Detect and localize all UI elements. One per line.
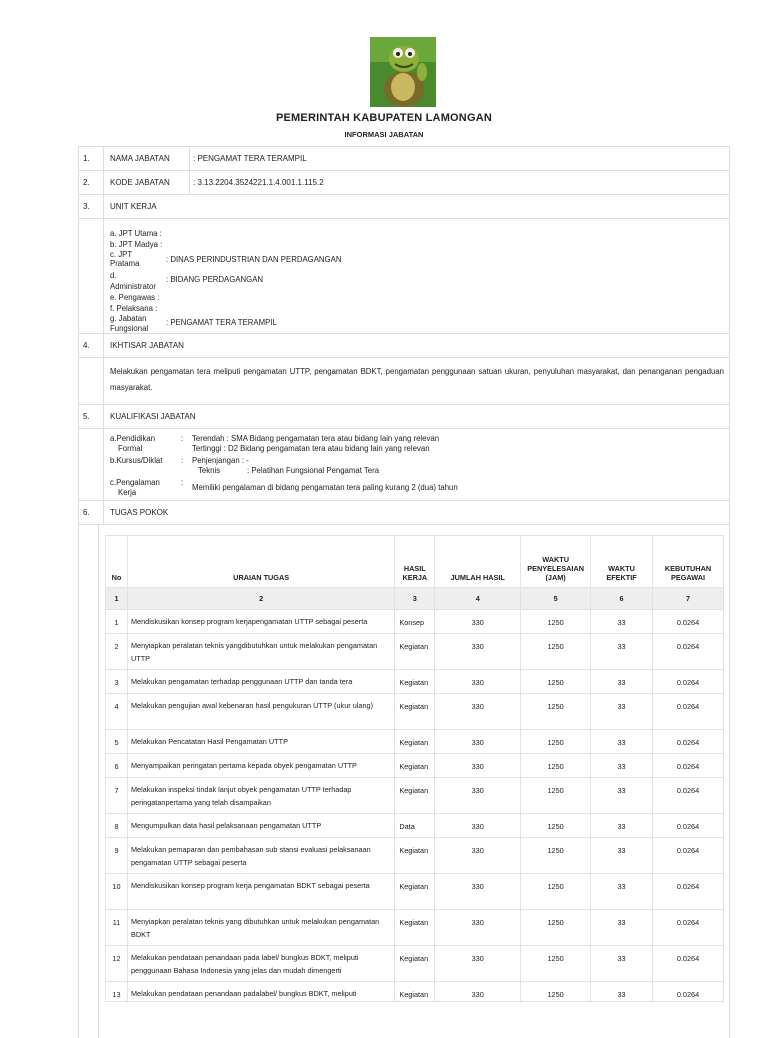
- page-subtitle: INFORMASI JABATAN: [344, 130, 424, 139]
- section-number: 6.: [79, 501, 104, 524]
- cell-no: 11: [106, 910, 128, 946]
- jpt-pratama-value: : DINAS PERINDUSTRIAN DAN PERDAGANGAN: [166, 255, 342, 264]
- section-label: TUGAS POKOK: [110, 508, 169, 517]
- turtle-mascot-icon: [370, 37, 436, 107]
- cell-jumlah: 330: [435, 610, 521, 634]
- cell-waktu: 1250: [521, 754, 591, 778]
- section-label: IKHTISAR JABATAN: [110, 341, 184, 350]
- cell-uraian: Menyiapkan peralatan teknis yang dibutuhkan untuk melakukan pengamatan BDKT: [127, 910, 394, 946]
- jpt-pratama-label: c. JPT: [110, 250, 133, 259]
- cell-no: 4: [106, 694, 128, 730]
- cell-kebutuhan: 0.0264: [653, 814, 724, 838]
- section-nama-jabatan: [79, 146, 729, 170]
- cell-efektif: 33: [591, 814, 653, 838]
- col-number: 2: [127, 588, 394, 610]
- cell-kebutuhan: 0.0264: [653, 694, 724, 730]
- administrator-label-2: Administrator: [110, 282, 156, 291]
- cell-uraian: Melakukan inspeksi tindak lanjut obyek pengamatan UTTP terhadap peringatanpertama yang telah disampaikan: [127, 778, 394, 814]
- section-number: 5.: [79, 405, 104, 428]
- tugas-pokok-detail: [79, 524, 729, 1038]
- ikhtisar-detail: [79, 357, 729, 404]
- cell-hasil: Data: [395, 814, 435, 838]
- section-ikhtisar: [79, 333, 729, 357]
- section-label: UNIT KERJA: [110, 202, 157, 211]
- section-number: 2.: [79, 171, 104, 194]
- cell-hasil: Kegiatan: [395, 670, 435, 694]
- cell-jumlah: 330: [435, 670, 521, 694]
- cell-jumlah: 330: [435, 910, 521, 946]
- cell-waktu: 1250: [521, 634, 591, 670]
- cell-no: 5: [106, 730, 128, 754]
- cell-waktu: 1250: [521, 982, 591, 1002]
- cell-waktu: 1250: [521, 610, 591, 634]
- section-value: : PENGAMAT TERA TERAMPIL: [193, 154, 307, 163]
- cell-uraian: Menyampaikan peringatan pertama kepada obyek pengamatan UTTP: [127, 754, 394, 778]
- cell-efektif: 33: [591, 670, 653, 694]
- col-number: 4: [435, 588, 521, 610]
- table-row: [106, 982, 724, 1002]
- table-row: [106, 610, 724, 634]
- cell-no: 12: [106, 946, 128, 982]
- cell-hasil: Kegiatan: [395, 754, 435, 778]
- cell-hasil: Kegiatan: [395, 838, 435, 874]
- col-number: 1: [106, 588, 128, 610]
- col-number: 6: [591, 588, 653, 610]
- table-row: [106, 694, 724, 730]
- cell-kebutuhan: 0.0264: [653, 838, 724, 874]
- col-number: 5: [521, 588, 591, 610]
- section-tugas-pokok: [79, 500, 729, 524]
- pengalaman-value: Memiliki pengalaman di bidang pengamatan tera paling kurang 2 (dua) tahun: [192, 483, 458, 492]
- cell-no: 1: [106, 610, 128, 634]
- cell-efektif: 33: [591, 946, 653, 982]
- cell-waktu: 1250: [521, 910, 591, 946]
- cell-kebutuhan: 0.0264: [653, 778, 724, 814]
- pengalaman-label-2: Kerja: [118, 488, 137, 497]
- cell-no: 3: [106, 670, 128, 694]
- pelaksana-label: f. Pelaksana :: [110, 304, 158, 313]
- administrator-value: : BIDANG PERDAGANGAN: [166, 275, 264, 284]
- cell-no: 8: [106, 814, 128, 838]
- fungsional-value: : PENGAMAT TERA TERAMPIL: [166, 318, 277, 327]
- table-row: [106, 670, 724, 694]
- col-number: 7: [653, 588, 724, 610]
- table-row: [106, 814, 724, 838]
- table-row: [106, 946, 724, 982]
- cell-jumlah: 330: [435, 982, 521, 1002]
- section-unit-kerja: [79, 194, 729, 218]
- cell-efektif: 33: [591, 778, 653, 814]
- cell-jumlah: 330: [435, 874, 521, 910]
- section-number: 4.: [79, 334, 104, 357]
- tugas-table: [105, 535, 724, 1002]
- kualifikasi-detail: [79, 428, 729, 500]
- cell-efektif: 33: [591, 610, 653, 634]
- pengalaman-label: c.Pengalaman: [110, 478, 160, 487]
- cell-uraian: Mendiskusikan konsep program kerjapengamatan UTTP sebagai peserta: [127, 610, 394, 634]
- table-row: [106, 634, 724, 670]
- administrator-label: d.: [110, 271, 117, 280]
- table-row: [106, 778, 724, 814]
- section-number: 3.: [79, 195, 104, 218]
- section-label: KUALIFIKASI JABATAN: [110, 412, 196, 421]
- cell-uraian: Melakukan pengamatan terhadap penggunaan UTTP dan tanda tera: [127, 670, 394, 694]
- col-header-efektif: WAKTU EFEKTIF: [591, 536, 653, 588]
- pendidikan-label: a.Pendidikan: [110, 434, 156, 443]
- cell-hasil: Kegiatan: [395, 730, 435, 754]
- cell-hasil: Kegiatan: [395, 778, 435, 814]
- table-row: [106, 754, 724, 778]
- cell-no: 13: [106, 982, 128, 1002]
- cell-uraian: Melakukan pendataan penandaan pada label/ bungkus BDKT, meliputi penggunaan Bahasa Indonesia yang jelas dan mudah dimengerti: [127, 946, 394, 982]
- logo-image: [370, 37, 436, 107]
- col-header-kebutuhan: KEBUTUHAN PEGAWAI: [653, 536, 724, 588]
- col-header-hasil: HASIL KERJA: [395, 536, 435, 588]
- col-header-no: No: [106, 536, 128, 588]
- cell-efektif: 33: [591, 754, 653, 778]
- cell-kebutuhan: 0.0264: [653, 670, 724, 694]
- colon: :: [181, 478, 184, 487]
- jpt-utama-label: a. JPT Utama :: [110, 229, 162, 238]
- cell-hasil: Kegiatan: [395, 634, 435, 670]
- col-number: 3: [395, 588, 435, 610]
- cell-waktu: 1250: [521, 838, 591, 874]
- cell-kebutuhan: 0.0264: [653, 910, 724, 946]
- cell-jumlah: 330: [435, 946, 521, 982]
- cell-uraian: Melakukan pendataan penandaan padalabel/ bungkus BDKT, meliputi: [127, 982, 394, 1002]
- cell-uraian: Menyiapkan peralatan teknis yangdibutuhkan untuk melakukan pengamatan UTTP: [127, 634, 394, 670]
- cell-jumlah: 330: [435, 730, 521, 754]
- cell-kebutuhan: 0.0264: [653, 982, 724, 1002]
- page-title: PEMERINTAH KABUPATEN LAMONGAN: [275, 112, 492, 124]
- cell-kebutuhan: 0.0264: [653, 610, 724, 634]
- cell-uraian: Melakukan Pencatatan Hasil Pengamatan UTTP: [127, 730, 394, 754]
- cell-hasil: Konsep: [395, 610, 435, 634]
- jpt-madya-label: b. JPT Madya :: [110, 240, 163, 249]
- cell-uraian: Mendiskusikan konsep program kerja pengamatan BDKT sebagai peserta: [127, 874, 394, 910]
- cell-kebutuhan: 0.0264: [653, 754, 724, 778]
- table-row: [106, 730, 724, 754]
- cell-no: 2: [106, 634, 128, 670]
- cell-no: 9: [106, 838, 128, 874]
- cell-efektif: 33: [591, 838, 653, 874]
- table-row: [106, 874, 724, 910]
- cell-jumlah: 330: [435, 694, 521, 730]
- cell-efektif: 33: [591, 982, 653, 1002]
- pendidikan-terendah: Terendah : SMA Bidang pengamatan tera atau bidang lain yang relevan: [192, 434, 440, 443]
- cell-efektif: 33: [591, 694, 653, 730]
- cell-waktu: 1250: [521, 670, 591, 694]
- col-header-waktu: WAKTU PENYELESAIAN (JAM): [521, 536, 591, 588]
- col-header-jumlah: JUMLAH HASIL: [435, 536, 521, 588]
- cell-kebutuhan: 0.0264: [653, 874, 724, 910]
- cell-jumlah: 330: [435, 634, 521, 670]
- cell-efektif: 33: [591, 910, 653, 946]
- pendidikan-tertinggi: Tertinggi : D2 Bidang pengamatan tera atau bidang lain yang relevan: [192, 444, 430, 453]
- cell-waktu: 1250: [521, 946, 591, 982]
- cell-waktu: 1250: [521, 874, 591, 910]
- cell-hasil: Kegiatan: [395, 910, 435, 946]
- cell-jumlah: 330: [435, 754, 521, 778]
- cell-hasil: Kegiatan: [395, 694, 435, 730]
- tugas-table-body: [106, 610, 724, 1002]
- cell-jumlah: 330: [435, 838, 521, 874]
- unit-kerja-detail: [79, 218, 729, 333]
- jpt-pratama-label-2: Pratama: [110, 259, 140, 268]
- cell-kebutuhan: 0.0264: [653, 730, 724, 754]
- table-row: [106, 838, 724, 874]
- section-label: NAMA JABATAN: [104, 147, 190, 170]
- pengawas-label: e. Pengawas :: [110, 293, 160, 302]
- cell-no: 10: [106, 874, 128, 910]
- ikhtisar-text: Melakukan pengamatan tera meliputi pengamatan UTTP, pengamatan BDKT, pengamatan penggunaan satuan ukuran, penyuluhan masyarakat, dan penanganan pengaduan masyarakat.: [110, 367, 724, 392]
- colon: :: [181, 434, 184, 443]
- section-label: KODE JABATAN: [104, 171, 190, 194]
- section-kualifikasi: [79, 404, 729, 428]
- cell-uraian: Melakukan pengujian awal kebenaran hasil pengukuran UTTP (ukur ulang): [127, 694, 394, 730]
- cell-waktu: 1250: [521, 730, 591, 754]
- section-kode-jabatan: [79, 170, 729, 194]
- fungsional-label: g. Jabatan: [110, 314, 147, 323]
- section-value: : 3.13.2204.3524221.1.4.001.1.115.2: [193, 178, 324, 187]
- cell-waktu: 1250: [521, 814, 591, 838]
- section-number: 1.: [79, 147, 104, 170]
- pendidikan-label-2: Formal: [118, 444, 143, 453]
- col-header-uraian: URAIAN TUGAS: [127, 536, 394, 588]
- cell-hasil: Kegiatan: [395, 982, 435, 1002]
- cell-waktu: 1250: [521, 778, 591, 814]
- table-row: [106, 910, 724, 946]
- cell-hasil: Kegiatan: [395, 946, 435, 982]
- kursus-label: b.Kursus/Diklat: [110, 456, 163, 465]
- cell-no: 7: [106, 778, 128, 814]
- colon: :: [181, 456, 184, 465]
- cell-jumlah: 330: [435, 778, 521, 814]
- cell-hasil: Kegiatan: [395, 874, 435, 910]
- cell-kebutuhan: 0.0264: [653, 946, 724, 982]
- cell-uraian: Melakukan pemaparan dan pembahasan sub stansi evaluasi pelaksanaan pengamatan UTTP sebagai peserta: [127, 838, 394, 874]
- teknis-label: Teknis: [198, 466, 221, 475]
- cell-uraian: Mengumpulkan data hasil pelaksanaan pengamatan UTTP: [127, 814, 394, 838]
- cell-kebutuhan: 0.0264: [653, 634, 724, 670]
- cell-efektif: 33: [591, 730, 653, 754]
- cell-waktu: 1250: [521, 694, 591, 730]
- document-table: [78, 146, 730, 1038]
- cell-jumlah: 330: [435, 814, 521, 838]
- cell-efektif: 33: [591, 874, 653, 910]
- cell-no: 6: [106, 754, 128, 778]
- teknis-value: : Pelatihan Fungsional Pengamat Tera: [247, 466, 380, 475]
- cell-efektif: 33: [591, 634, 653, 670]
- penjenjangan-value: Penjenjangan : -: [192, 456, 249, 465]
- fungsional-label-2: Fungsional: [110, 324, 149, 333]
